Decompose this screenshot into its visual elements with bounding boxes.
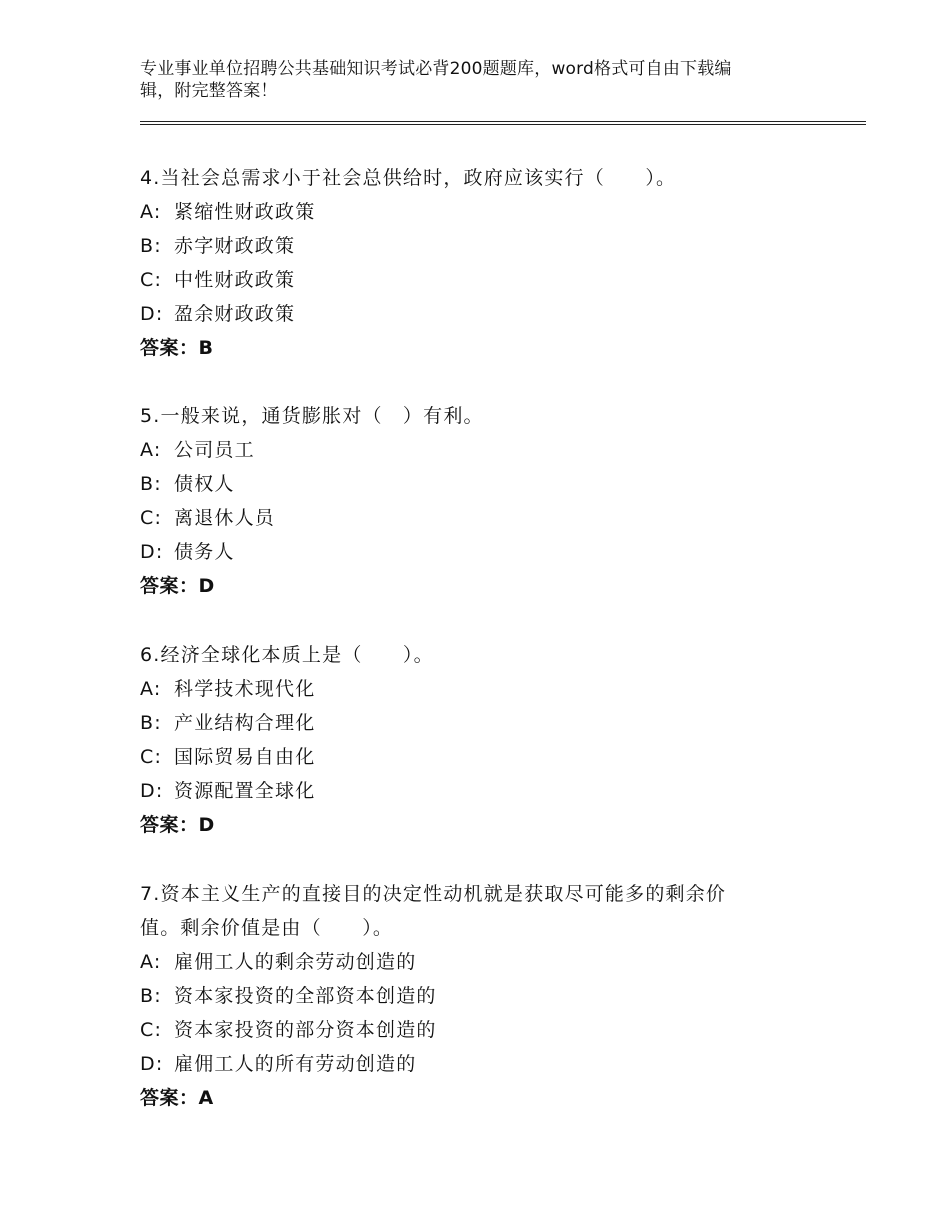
option-letter: A: <box>140 201 162 223</box>
option-text: 国际贸易自由化 <box>174 746 316 768</box>
question-stem-line-2: 值。剩余价值是由（ ）。 <box>140 917 394 939</box>
header-line-1: 专业事业单位招聘公共基础知识考试必背200题题库，word格式可自由下载编 <box>140 59 732 79</box>
option-letter: C: <box>140 746 163 768</box>
question-block <box>140 399 840 603</box>
option-d <box>140 297 840 331</box>
header-line-2: 辑，附完整答案！ <box>140 81 278 101</box>
option-c <box>140 740 840 774</box>
option-c <box>140 1013 840 1047</box>
option-text: 中性财政政策 <box>174 269 296 291</box>
option-letter: A: <box>140 439 162 461</box>
option-letter: D: <box>140 780 164 802</box>
option-b <box>140 706 840 740</box>
option-letter: C: <box>140 269 163 291</box>
option-c <box>140 501 840 535</box>
option-text: 赤字财政政策 <box>174 235 296 257</box>
question-block <box>140 161 840 365</box>
option-b <box>140 467 840 501</box>
option-text: 离退休人员 <box>174 507 276 529</box>
header-divider-top <box>140 121 866 122</box>
option-letter: A: <box>140 951 162 973</box>
option-text: 债务人 <box>174 541 235 563</box>
answer-line: 答案：A <box>140 1087 214 1109</box>
option-letter: B: <box>140 712 162 734</box>
option-text: 资本家投资的部分资本创造的 <box>174 1019 437 1041</box>
option-letter: C: <box>140 507 163 529</box>
option-letter: B: <box>140 985 162 1007</box>
question-stem: 5.一般来说，通货膨胀对（ ）有利。 <box>140 405 484 427</box>
question-stem-line-1: 7.资本主义生产的直接目的决定性动机就是获取尽可能多的剩余价 <box>140 883 727 905</box>
header-divider-bottom <box>140 124 866 125</box>
option-letter: D: <box>140 303 164 325</box>
option-letter: D: <box>140 1053 164 1075</box>
option-a <box>140 672 840 706</box>
option-d <box>140 535 840 569</box>
option-text: 盈余财政政策 <box>174 303 296 325</box>
option-text: 公司员工 <box>174 439 255 461</box>
option-text: 资本家投资的全部资本创造的 <box>174 985 437 1007</box>
option-a <box>140 195 840 229</box>
answer-line: 答案：D <box>140 575 215 597</box>
option-d <box>140 1047 840 1081</box>
answer-line: 答案：B <box>140 337 214 359</box>
option-letter: A: <box>140 678 162 700</box>
option-letter: B: <box>140 473 162 495</box>
option-letter: C: <box>140 1019 163 1041</box>
option-text: 雇佣工人的剩余劳动创造的 <box>174 951 417 973</box>
option-text: 资源配置全球化 <box>174 780 316 802</box>
option-c <box>140 263 840 297</box>
option-b <box>140 229 840 263</box>
option-text: 产业结构合理化 <box>174 712 316 734</box>
answer-line: 答案：D <box>140 814 215 836</box>
question-stem: 4.当社会总需求小于社会总供给时，政府应该实行（ ）。 <box>140 167 677 189</box>
option-b <box>140 979 840 1013</box>
option-text: 科学技术现代化 <box>174 678 316 700</box>
option-text: 雇佣工人的所有劳动创造的 <box>174 1053 417 1075</box>
option-letter: D: <box>140 541 164 563</box>
option-text: 紧缩性财政政策 <box>174 201 316 223</box>
option-a <box>140 433 840 467</box>
question-block <box>140 638 840 842</box>
option-text: 债权人 <box>174 473 235 495</box>
option-a <box>140 945 840 979</box>
question-stem: 6.经济全球化本质上是（ ）。 <box>140 644 434 666</box>
question-block <box>140 877 840 1115</box>
option-d <box>140 774 840 808</box>
document-header <box>140 58 800 102</box>
option-letter: B: <box>140 235 162 257</box>
